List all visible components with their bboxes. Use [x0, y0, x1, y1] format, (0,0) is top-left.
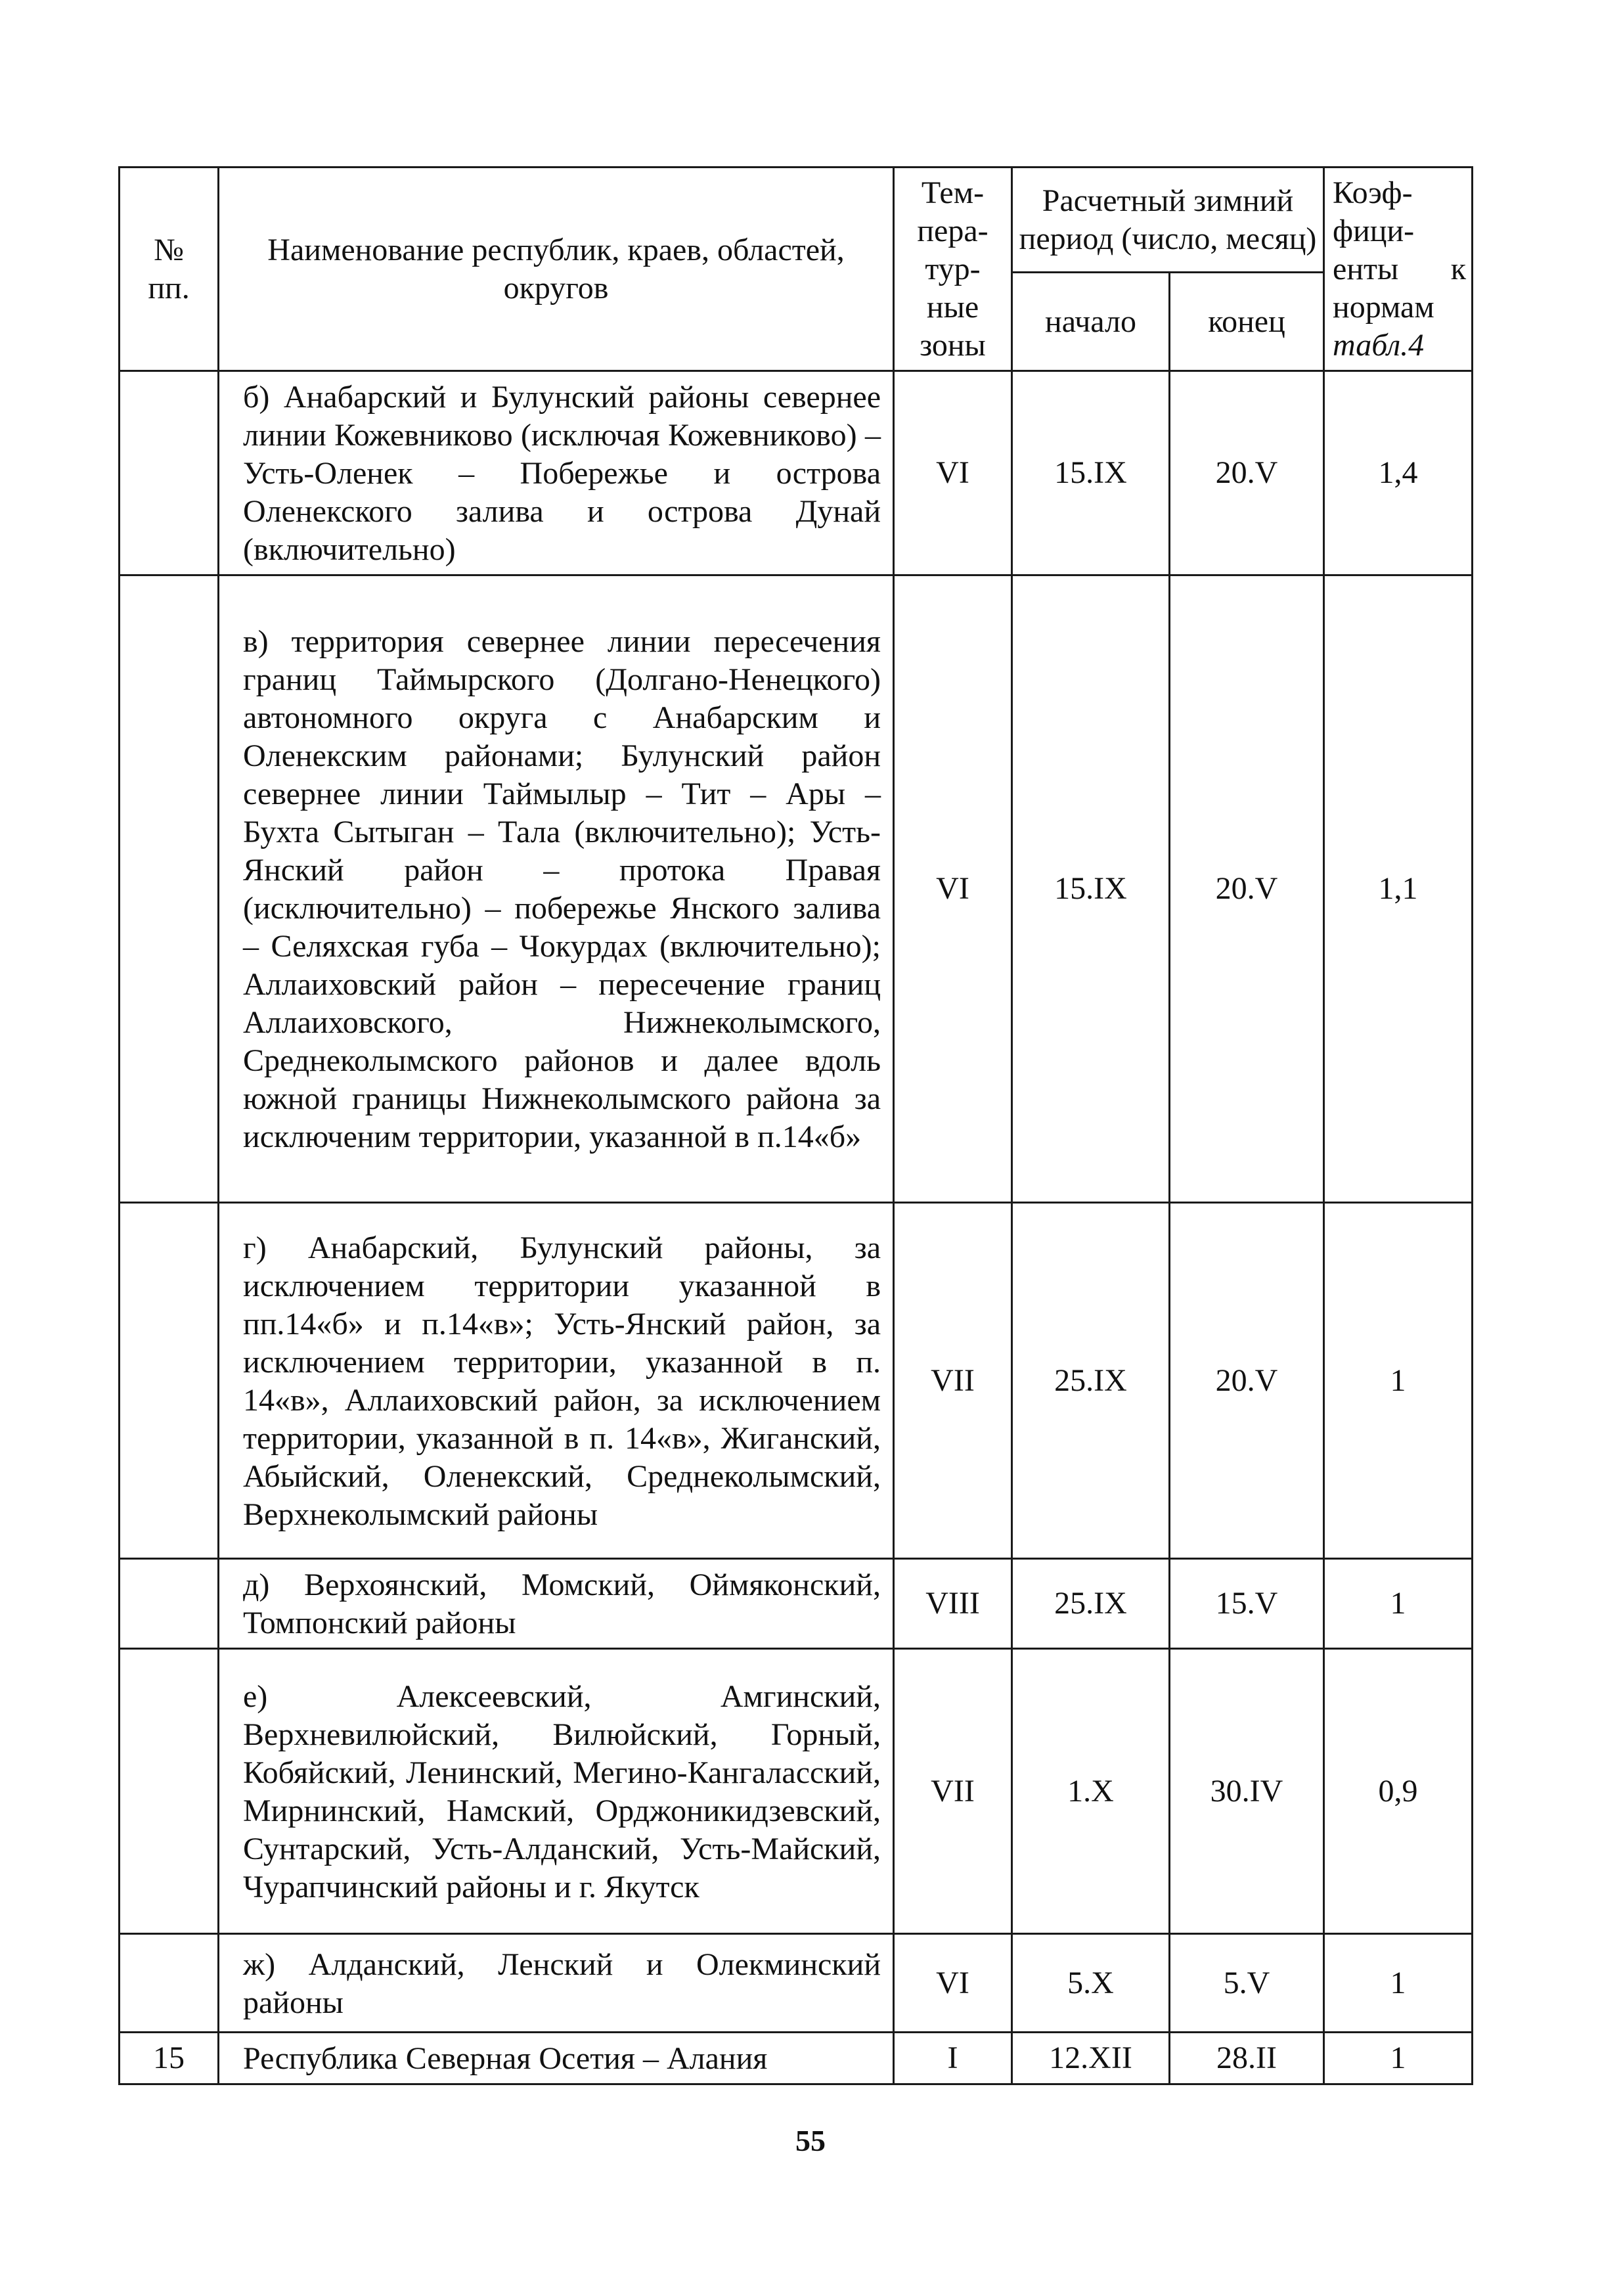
header-coef-table-ref: табл.4 [1333, 327, 1425, 363]
row-coef: 1,1 [1324, 575, 1473, 1203]
row-zone: VI [894, 575, 1012, 1203]
row-start: 1.X [1012, 1649, 1170, 1934]
row-coef: 1 [1324, 2033, 1473, 2084]
row-name: Республика Северная Осетия – Алания [219, 2033, 894, 2084]
header-number-cell [120, 168, 219, 371]
row-end: 5.V [1170, 1934, 1324, 2033]
row-coef: 1 [1324, 1559, 1473, 1649]
header-number-label: № [154, 232, 184, 267]
header-start-label: начало [1045, 304, 1136, 339]
table-row [120, 1649, 1473, 1934]
table-row [120, 2033, 1473, 2084]
row-end: 20.V [1170, 575, 1324, 1203]
header-number-sub: пп. [148, 270, 190, 305]
row-number [120, 1559, 219, 1649]
header-coef-line-1: Коэф- [1333, 175, 1413, 210]
row-coef: 0,9 [1324, 1649, 1473, 1934]
row-number: 15 [120, 2033, 219, 2084]
row-number [120, 575, 219, 1203]
header-coef-line-2: фици- [1333, 213, 1415, 248]
header-temp-zone-line-3: тур- [925, 251, 981, 286]
row-number [120, 371, 219, 575]
row-zone: VIII [894, 1559, 1012, 1649]
table-row [120, 1934, 1473, 2033]
row-zone: VII [894, 1649, 1012, 1934]
header-coef-cell [1324, 168, 1473, 371]
row-zone: I [894, 2033, 1012, 2084]
row-end: 15.V [1170, 1559, 1324, 1649]
row-zone: VI [894, 1934, 1012, 2033]
row-zone: VI [894, 371, 1012, 575]
row-number [120, 1934, 219, 2033]
row-start: 5.X [1012, 1934, 1170, 2033]
row-zone: VII [894, 1203, 1012, 1559]
row-name: б) Анабарский и Булунский районы севернее линии Кожевниково (исключая Кожевниково) – Усть-Оленек – Побережье и острова Оленекского залива и острова Дунай (включительно) [219, 371, 894, 575]
row-start: 12.XII [1012, 2033, 1170, 2084]
header-name-cell [219, 168, 894, 371]
header-coef-line-4: нормам [1333, 289, 1434, 325]
row-coef: 1 [1324, 1203, 1473, 1559]
header-name-label: Наименование республик, краев, областей, округов [267, 232, 845, 305]
row-name: ж) Алданский, Ленский и Олекминский районы [219, 1934, 894, 2033]
row-name: д) Верхоянский, Момский, Оймяконский, Томпонский районы [219, 1559, 894, 1649]
row-coef: 1 [1324, 1934, 1473, 2033]
table-row [120, 575, 1473, 1203]
header-end-cell [1170, 273, 1324, 371]
table-row [120, 371, 1473, 575]
row-number [120, 1203, 219, 1559]
header-end-label: конец [1208, 304, 1285, 339]
row-name: е) Алексеевский, Амгинский, Верхневилюйский, Вилюйский, Горный, Кобяйский, Ленинский, Мегино-Кангаласский, Мирнинский, Намский, Орджоникидзевский, Сунтарский, Усть-Алданский, Усть-Майский, Чурапчинский районы и г. Якутск [219, 1649, 894, 1934]
header-temp-zone-line-1: Тем- [921, 175, 985, 210]
row-start: 15.IX [1012, 371, 1170, 575]
climate-zones-table [118, 166, 1473, 2085]
row-name: в) территория севернее линии пересечения границ Таймырского (Долгано-Ненецкого) автономного округа с Анабарским и Оленекским районами; Булунский район севернее линии Таймылыр – Тит – Ары – Бухта Сытыган – Тала (включительно); Усть-Янский район – протока Правая (исключительно) – побережье Янского залива – Селяхская губа – Чокурдах (включительно); Аллаиховский район – пересечение границ Аллаиховского, Нижнеколымского, Среднеколымского районов и далее вдоль южной границы Нижнеколымского района за исключеним территории, указанной в п.14«б» [219, 575, 894, 1203]
header-coef-line-3: енты к [1333, 251, 1467, 286]
table-row [120, 1203, 1473, 1559]
header-temp-zone-cell [894, 168, 1012, 371]
row-number [120, 1649, 219, 1934]
row-start: 15.IX [1012, 575, 1170, 1203]
header-winter-period-label: Расчетный зимний период (число, месяц) [1019, 183, 1317, 256]
header-start-cell [1012, 273, 1170, 371]
row-end: 30.IV [1170, 1649, 1324, 1934]
header-temp-zone-line-4: ные [926, 289, 979, 325]
row-start: 25.IX [1012, 1559, 1170, 1649]
row-end: 28.II [1170, 2033, 1324, 2084]
table-row [120, 1559, 1473, 1649]
row-start: 25.IX [1012, 1203, 1170, 1559]
header-row-1 [120, 168, 1473, 273]
header-temp-zone-line-2: пера- [917, 213, 988, 248]
header-temp-zone-line-5: зоны [920, 327, 986, 363]
row-end: 20.V [1170, 371, 1324, 575]
row-name: г) Анабарский, Булунский районы, за исключением территории указанной в пп.14«б» и п.14«в»; Усть-Янский район, за исключением территории, указанной в п. 14«в», Аллаиховский район, за исключением территории, указанной в п. 14«в», Жиганский, Абыйский, Оленекский, Среднеколымский, Верхнеколымский районы [219, 1203, 894, 1559]
row-coef: 1,4 [1324, 371, 1473, 575]
page-number: 55 [795, 2124, 826, 2157]
row-end: 20.V [1170, 1203, 1324, 1559]
header-winter-period-cell [1012, 168, 1324, 273]
